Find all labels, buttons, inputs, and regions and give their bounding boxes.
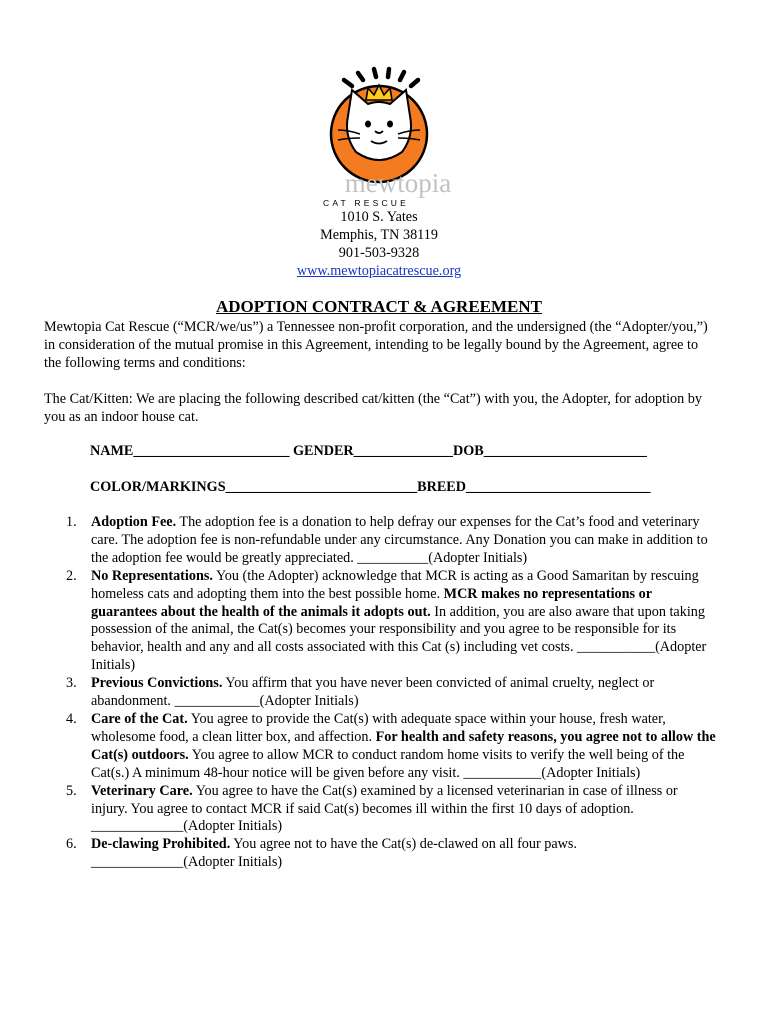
term-heading: No Representations. xyxy=(91,567,213,584)
phone-number: 901-503-9328 xyxy=(338,245,420,261)
term-heading: Care of the Cat. xyxy=(91,710,188,727)
term-item xyxy=(44,675,716,711)
term-number: 6. xyxy=(66,836,77,853)
term-text: You (the Adopter) acknowledge that MCR is acting as a Good Samaritan by rescuing homeless cats and adopting them into the best possible home. xyxy=(91,567,699,602)
term-text: You agree to have the Cat(s) examined by a licensed veterinarian in case of illness or injury. You agree to contact MCR if said Cat(s) becomes ill within the first 10 days of adoption. _____________(Adopter Initials) xyxy=(91,782,678,835)
document-title: ADOPTION CONTRACT & AGREEMENT xyxy=(215,297,543,316)
term-item xyxy=(44,783,716,837)
sun-rays-icon xyxy=(344,69,418,86)
cat-paragraph: The Cat/Kitten: We are placing the following described cat/kitten (the “Cat”) with you, the Adopter, for adoption by you as an indoor house cat. xyxy=(44,391,702,425)
term-text: You agree to provide the Cat(s) with adequate space within your house, fresh water, wholesome food, a clean litter box, and affection. xyxy=(91,710,666,745)
term-item xyxy=(44,568,716,675)
term-item xyxy=(44,514,716,568)
term-item xyxy=(44,711,716,783)
website-link[interactable]: www.mewtopiacatrescue.org xyxy=(296,263,462,279)
term-bold-text: MCR makes no representations or guarantees about the health of the animals it adopts out. xyxy=(91,585,652,620)
mewtopia-logo xyxy=(300,64,460,216)
term-number: 5. xyxy=(66,782,77,799)
term-number: 1. xyxy=(66,514,77,530)
term-text: In addition, you are also aware that upon taking possession of the animal, the Cat(s) becomes your responsibility and you agree to be responsible for its behavior, health and any and all costs associated with this Cat (s) including vet costs. ___________(Adopter Initials) xyxy=(91,603,707,674)
website-line xyxy=(0,262,758,280)
term-text: You agree not to have the Cat(s) de-clawed on all four paws. _____________(Adopter Initials) xyxy=(91,836,577,871)
term-number: 2. xyxy=(66,567,77,584)
logo-wordmark: mewtopia xyxy=(344,168,452,198)
term-heading: De-clawing Prohibited. xyxy=(91,836,231,853)
terms-list xyxy=(44,514,716,872)
intro-paragraph: Mewtopia Cat Rescue (“MCR/we/us”) a Tennessee non-profit corporation, and the undersigned (the “Adopter/you,”) in consideration of the mutual promise in this Agreement, intending to be legally bound by the Agreement, agree to the following terms and conditions: xyxy=(44,319,708,371)
logo-tagline: CAT RESCUE xyxy=(322,198,410,208)
term-bold-text: For health and safety reasons, you agree not to allow the Cat(s) outdoors. xyxy=(91,728,716,763)
address-line-2: Memphis, TN 38119 xyxy=(320,227,438,243)
term-text: You affirm that you have never been convicted of animal cruelty, neglect or abandonment. ____________(Adopter Initials) xyxy=(91,675,655,710)
term-number: 3. xyxy=(66,675,77,692)
term-heading: Previous Convictions. xyxy=(91,675,223,692)
term-text: You agree to allow MCR to conduct random home visits to verify the well being of the Cat(s.) A minimum 48-hour notice will be given before any visit. ___________(Adopter Initials) xyxy=(91,746,685,781)
name-gender-dob-fields[interactable]: NAME______________________ GENDER______________DOB_______________________ xyxy=(90,443,647,459)
address-line-1: 1010 S. Yates xyxy=(340,209,418,225)
color-breed-fields[interactable]: COLOR/MARKINGS___________________________BREED__________________________ xyxy=(90,479,651,495)
term-text: The adoption fee is a donation to help defray our expenses for the Cat’s food and veterinary care. The adoption fee is non-refundable under any circumstance. Any Donation you can make in addition to the adoption fee would be greatly appreciated. __________(Adopter Initials) xyxy=(91,514,708,566)
term-number: 4. xyxy=(66,710,77,727)
term-item xyxy=(44,836,716,872)
term-heading: Veterinary Care. xyxy=(91,782,193,799)
term-heading: Adoption Fee. xyxy=(91,514,177,530)
